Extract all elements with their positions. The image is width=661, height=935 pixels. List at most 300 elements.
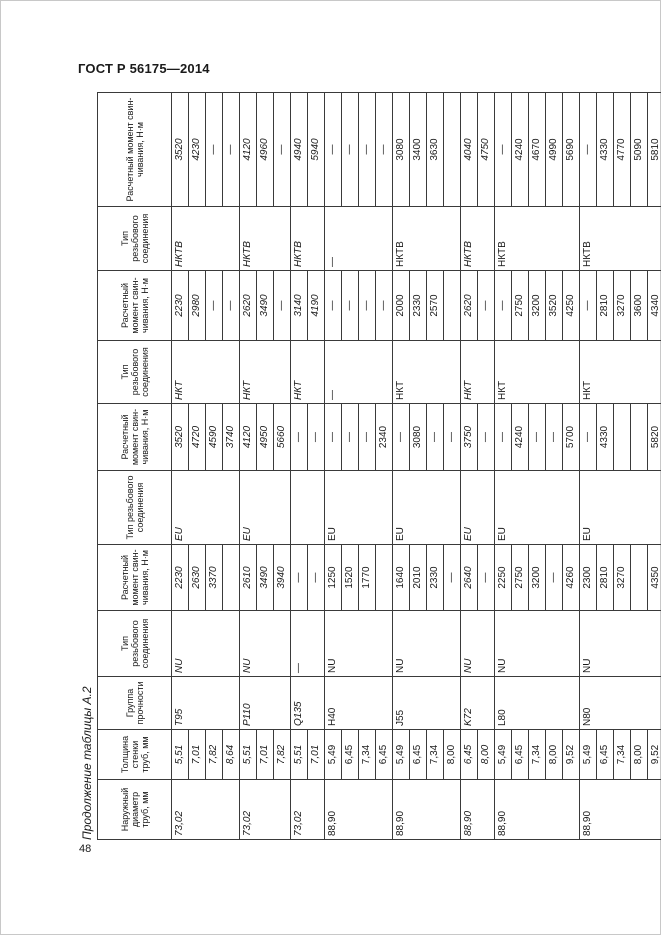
col-header: Расчетный момент свин-чивания, Н·м [98, 545, 172, 611]
torque-cell: 2750 [512, 271, 529, 341]
connection-type-cell [597, 611, 614, 677]
connection-type-cell [189, 471, 206, 545]
wall-thickness-cell: 5,51 [240, 730, 257, 780]
torque-cell: 3630 [427, 93, 444, 207]
connection-type-cell [376, 341, 393, 404]
wall-thickness-cell: 7,34 [427, 730, 444, 780]
col-header: Тип резьбового соединения [98, 611, 172, 677]
torque-cell: 4670 [529, 93, 546, 207]
connection-type-cell [631, 207, 648, 271]
connection-type-cell [223, 207, 240, 271]
table-row [427, 93, 444, 840]
connection-type-cell [597, 207, 614, 271]
table-row [325, 93, 342, 840]
torque-cell: 2610 [240, 545, 257, 611]
grade-cell: K72 [461, 677, 478, 730]
table-row [257, 93, 274, 840]
diameter-cell [342, 780, 359, 840]
torque-cell: 5660 [274, 404, 291, 471]
connection-type-cell [563, 207, 580, 271]
wall-thickness-cell: 7,34 [529, 730, 546, 780]
connection-type-cell [546, 611, 563, 677]
connection-type-cell [529, 207, 546, 271]
connection-type-cell [308, 611, 325, 677]
connection-type-cell [257, 611, 274, 677]
connection-type-cell [257, 471, 274, 545]
rotated-table-region [78, 93, 661, 840]
torque-cell: 2300 [580, 545, 597, 611]
connection-type-cell [342, 341, 359, 404]
torque-cell [376, 545, 393, 611]
torque-cell: 3200 [529, 271, 546, 341]
grade-cell: H40 [325, 677, 342, 730]
connection-type-cell [427, 341, 444, 404]
connection-type-cell: НКТ [580, 341, 597, 404]
torque-cell: — [478, 404, 495, 471]
wall-thickness-cell: 5,49 [580, 730, 597, 780]
torque-cell: — [206, 271, 223, 341]
torque-cell: 2620 [461, 271, 478, 341]
table-row [614, 93, 631, 840]
torque-cell [614, 404, 631, 471]
connection-type-cell [478, 471, 495, 545]
col-header: Расчетный момент свин-чивания, Н·м [98, 93, 172, 207]
connection-type-cell: НКТВ [495, 207, 512, 271]
connection-type-cell [257, 341, 274, 404]
diameter-cell: 88,90 [461, 780, 478, 840]
table-row [580, 93, 597, 840]
wall-thickness-cell: 6,45 [461, 730, 478, 780]
connection-type-cell [206, 471, 223, 545]
table-row [444, 93, 461, 840]
torque-cell: — [274, 93, 291, 207]
table-row [478, 93, 495, 840]
torque-cell: 4040 [461, 93, 478, 207]
connection-type-cell [359, 207, 376, 271]
connection-type-cell [359, 341, 376, 404]
diameter-cell [410, 780, 427, 840]
grade-cell [308, 677, 325, 730]
connection-type-cell [376, 207, 393, 271]
torque-cell: 3600 [631, 271, 648, 341]
col-header: Наружный диаметр труб, мм [98, 780, 172, 840]
col-header: Толщина стенки труб, мм [98, 730, 172, 780]
wall-thickness-cell: 5,49 [495, 730, 512, 780]
torque-cell: 2010 [410, 545, 427, 611]
connection-type-cell [529, 471, 546, 545]
connection-type-cell [631, 471, 648, 545]
connection-type-cell [512, 471, 529, 545]
connection-type-cell: NU [240, 611, 257, 677]
connection-type-cell: EU [461, 471, 478, 545]
wall-thickness-cell: 7,01 [257, 730, 274, 780]
connection-type-cell [427, 471, 444, 545]
torque-cell: — [206, 93, 223, 207]
connection-type-cell [376, 611, 393, 677]
torque-cell: — [223, 93, 240, 207]
connection-type-cell: EU [172, 471, 189, 545]
connection-type-cell [410, 471, 427, 545]
torque-cell: 3270 [614, 545, 631, 611]
connection-type-cell [631, 341, 648, 404]
grade-cell [546, 677, 563, 730]
grade-cell [597, 677, 614, 730]
torque-cell: 2630 [189, 545, 206, 611]
torque-cell: — [376, 271, 393, 341]
grade-cell: Q135 [291, 677, 308, 730]
torque-cell: 4720 [189, 404, 206, 471]
grade-cell [512, 677, 529, 730]
torque-cell: — [495, 404, 512, 471]
torque-cell: 3740 [223, 404, 240, 471]
torque-cell: 3080 [393, 93, 410, 207]
wall-thickness-cell: 8,00 [631, 730, 648, 780]
connection-type-cell: НКТ [461, 341, 478, 404]
torque-cell: 3400 [410, 93, 427, 207]
table-row [495, 93, 512, 840]
torque-cell: — [478, 271, 495, 341]
torque-cell: 5810 [648, 93, 661, 207]
torque-cell: 2000 [393, 271, 410, 341]
torque-cell: 4990 [546, 93, 563, 207]
col-header: Расчетный момент свин-чивания, Н·м [98, 271, 172, 341]
diameter-cell [631, 780, 648, 840]
diameter-cell [359, 780, 376, 840]
torque-cell: 2340 [376, 404, 393, 471]
grade-cell [359, 677, 376, 730]
torque-cell: 3940 [274, 545, 291, 611]
wall-thickness-cell: 6,45 [512, 730, 529, 780]
diameter-cell [546, 780, 563, 840]
connection-type-cell [206, 207, 223, 271]
torque-cell: — [342, 404, 359, 471]
torque-cell: 1640 [393, 545, 410, 611]
torque-cell: 4330 [597, 404, 614, 471]
table-row [308, 93, 325, 840]
torque-cell: 2640 [461, 545, 478, 611]
grade-cell [342, 677, 359, 730]
grade-cell: T95 [172, 677, 189, 730]
connection-type-cell: НКТВ [461, 207, 478, 271]
connection-type-cell [512, 611, 529, 677]
connection-type-cell: — [291, 611, 308, 677]
torque-cell: 2330 [410, 271, 427, 341]
wall-thickness-cell: 7,82 [274, 730, 291, 780]
torque-cell: 3520 [172, 93, 189, 207]
standard-title: ГОСТ Р 56175—2014 [78, 61, 210, 76]
diameter-cell [376, 780, 393, 840]
connection-type-cell [223, 341, 240, 404]
torque-cell: 1520 [342, 545, 359, 611]
grade-cell [478, 677, 495, 730]
wall-thickness-cell: 6,45 [410, 730, 427, 780]
torque-cell: 4750 [478, 93, 495, 207]
connection-type-cell: EU [240, 471, 257, 545]
diameter-cell [444, 780, 461, 840]
connection-type-cell [529, 341, 546, 404]
torque-cell: 2620 [240, 271, 257, 341]
connection-type-cell [274, 611, 291, 677]
grade-cell [376, 677, 393, 730]
torque-cell: 4260 [563, 545, 580, 611]
table-row [189, 93, 206, 840]
connection-type-cell [546, 341, 563, 404]
diameter-cell: 73,02 [240, 780, 257, 840]
torque-cell: 4120 [240, 404, 257, 471]
table-row [172, 93, 189, 840]
diameter-cell [563, 780, 580, 840]
connection-type-cell [342, 471, 359, 545]
wall-thickness-cell: 8,00 [478, 730, 495, 780]
torque-cell: — [427, 404, 444, 471]
wall-thickness-cell: 7,34 [359, 730, 376, 780]
connection-type-cell [614, 611, 631, 677]
connection-type-cell [308, 471, 325, 545]
wall-thickness-cell: 9,52 [563, 730, 580, 780]
table-row [461, 93, 478, 840]
table-row [631, 93, 648, 840]
torque-cell: — [325, 271, 342, 341]
table-body [172, 93, 661, 840]
connection-type-cell: EU [393, 471, 410, 545]
wall-thickness-cell: 5,49 [393, 730, 410, 780]
diameter-cell [206, 780, 223, 840]
wall-thickness-cell: 7,01 [308, 730, 325, 780]
connection-type-cell [614, 207, 631, 271]
torque-cell: 2980 [189, 271, 206, 341]
connection-type-cell [427, 611, 444, 677]
table-row [342, 93, 359, 840]
connection-type-cell: НКТ [495, 341, 512, 404]
connection-type-cell [274, 341, 291, 404]
connection-type-cell [410, 207, 427, 271]
connection-type-cell [444, 611, 461, 677]
connection-type-cell [631, 611, 648, 677]
wall-thickness-cell: 7,34 [614, 730, 631, 780]
torque-cell: 4190 [308, 271, 325, 341]
torque-cell: — [376, 93, 393, 207]
torque-cell: 5700 [563, 404, 580, 471]
diameter-cell: 88,90 [325, 780, 342, 840]
connection-type-cell [563, 341, 580, 404]
torque-cell: — [580, 271, 597, 341]
torque-cell: — [580, 404, 597, 471]
connection-type-cell [223, 611, 240, 677]
diameter-cell [257, 780, 274, 840]
torque-cell: 3490 [257, 545, 274, 611]
torque-table [97, 92, 661, 840]
col-header: Тип резьбового соединения [98, 341, 172, 404]
connection-type-cell [223, 471, 240, 545]
connection-type-cell: НКТВ [393, 207, 410, 271]
connection-type-cell: NU [461, 611, 478, 677]
connection-type-cell [189, 207, 206, 271]
page-number: 48 [79, 843, 92, 855]
torque-cell [444, 93, 461, 207]
grade-cell [563, 677, 580, 730]
diameter-cell: 88,90 [393, 780, 410, 840]
col-header: Группа прочности [98, 677, 172, 730]
torque-cell: 3490 [257, 271, 274, 341]
grade-cell: J55 [393, 677, 410, 730]
table-row [546, 93, 563, 840]
connection-type-cell [614, 341, 631, 404]
connection-type-cell [359, 611, 376, 677]
table-row [359, 93, 376, 840]
connection-type-cell: NU [393, 611, 410, 677]
wall-thickness-cell: 8,00 [546, 730, 563, 780]
table-row [648, 93, 661, 840]
grade-cell [410, 677, 427, 730]
connection-type-cell [648, 611, 661, 677]
connection-type-cell [563, 611, 580, 677]
wall-thickness-cell: 8,00 [444, 730, 461, 780]
table-row [274, 93, 291, 840]
connection-type-cell [648, 341, 661, 404]
torque-cell: 2750 [512, 545, 529, 611]
connection-type-cell [614, 471, 631, 545]
table-row [529, 93, 546, 840]
grade-cell [274, 677, 291, 730]
torque-cell: 5690 [563, 93, 580, 207]
grade-cell: L80 [495, 677, 512, 730]
connection-type-cell: EU [325, 471, 342, 545]
torque-cell: — [546, 404, 563, 471]
torque-cell: 3080 [410, 404, 427, 471]
diameter-cell: 88,90 [495, 780, 512, 840]
torque-cell: — [342, 271, 359, 341]
torque-cell: 4350 [648, 545, 661, 611]
grade-cell [257, 677, 274, 730]
header-row [98, 93, 172, 840]
connection-type-cell: NU [325, 611, 342, 677]
torque-cell [444, 271, 461, 341]
torque-cell: 2570 [427, 271, 444, 341]
connection-type-cell [512, 207, 529, 271]
torque-cell: — [308, 404, 325, 471]
torque-cell [631, 404, 648, 471]
torque-cell: 3370 [206, 545, 223, 611]
torque-cell: — [325, 404, 342, 471]
connection-type-cell [444, 207, 461, 271]
connection-type-cell [342, 207, 359, 271]
torque-cell: 2330 [427, 545, 444, 611]
torque-cell: — [359, 271, 376, 341]
connection-type-cell: — [325, 341, 342, 404]
torque-cell: — [546, 545, 563, 611]
connection-type-cell [308, 341, 325, 404]
torque-cell: 2250 [495, 545, 512, 611]
diameter-cell [308, 780, 325, 840]
torque-cell: 4940 [291, 93, 308, 207]
wall-thickness-cell: 5,49 [325, 730, 342, 780]
diameter-cell [274, 780, 291, 840]
connection-type-cell [342, 611, 359, 677]
diameter-cell [648, 780, 661, 840]
connection-type-cell [274, 471, 291, 545]
torque-cell [631, 545, 648, 611]
connection-type-cell: NU [495, 611, 512, 677]
torque-cell: — [291, 404, 308, 471]
col-header: Тип резьбового соединения [98, 471, 172, 545]
grade-cell [427, 677, 444, 730]
diameter-cell [529, 780, 546, 840]
table-row [223, 93, 240, 840]
torque-cell: — [444, 404, 461, 471]
connection-type-cell [206, 341, 223, 404]
torque-cell: — [359, 404, 376, 471]
grade-cell [614, 677, 631, 730]
wall-thickness-cell: 8,64 [223, 730, 240, 780]
torque-cell: 3200 [529, 545, 546, 611]
connection-type-cell [308, 207, 325, 271]
connection-type-cell: НКТ [393, 341, 410, 404]
torque-cell: 4340 [648, 271, 661, 341]
diameter-cell [614, 780, 631, 840]
connection-type-cell [648, 207, 661, 271]
torque-cell: 5820 [648, 404, 661, 471]
connection-type-cell: НКТ [172, 341, 189, 404]
wall-thickness-cell: 5,51 [172, 730, 189, 780]
connection-type-cell: НКТВ [580, 207, 597, 271]
torque-cell: 2810 [597, 271, 614, 341]
connection-type-cell [410, 341, 427, 404]
torque-cell: 4960 [257, 93, 274, 207]
torque-cell: — [223, 271, 240, 341]
grade-cell [444, 677, 461, 730]
torque-cell: — [393, 404, 410, 471]
torque-cell: — [308, 545, 325, 611]
connection-type-cell: НКТ [240, 341, 257, 404]
connection-type-cell [444, 471, 461, 545]
connection-type-cell: EU [495, 471, 512, 545]
connection-type-cell [529, 611, 546, 677]
torque-cell: — [342, 93, 359, 207]
torque-cell: 5090 [631, 93, 648, 207]
torque-cell: 3140 [291, 271, 308, 341]
grade-cell [631, 677, 648, 730]
connection-type-cell: НКТВ [291, 207, 308, 271]
torque-cell: 3750 [461, 404, 478, 471]
torque-cell: — [495, 93, 512, 207]
connection-type-cell: НКТВ [172, 207, 189, 271]
torque-cell: 4230 [189, 93, 206, 207]
connection-type-cell [444, 341, 461, 404]
table-caption: Продолжение таблицы А.2 [80, 686, 94, 840]
torque-cell: — [444, 545, 461, 611]
diameter-cell [512, 780, 529, 840]
connection-type-cell [359, 471, 376, 545]
torque-cell: — [325, 93, 342, 207]
table-row [240, 93, 257, 840]
torque-cell: 1770 [359, 545, 376, 611]
col-header: Тип резьбового соединения [98, 207, 172, 271]
torque-cell: 4950 [257, 404, 274, 471]
torque-cell: — [274, 271, 291, 341]
torque-cell: 3520 [546, 271, 563, 341]
table-row [563, 93, 580, 840]
connection-type-cell [206, 611, 223, 677]
table-row [291, 93, 308, 840]
connection-type-cell [648, 471, 661, 545]
connection-type-cell [291, 471, 308, 545]
grade-cell: N80 [580, 677, 597, 730]
diameter-cell: 88,90 [580, 780, 597, 840]
grade-cell [206, 677, 223, 730]
grade-cell [189, 677, 206, 730]
torque-cell: — [580, 93, 597, 207]
torque-cell: 2230 [172, 271, 189, 341]
